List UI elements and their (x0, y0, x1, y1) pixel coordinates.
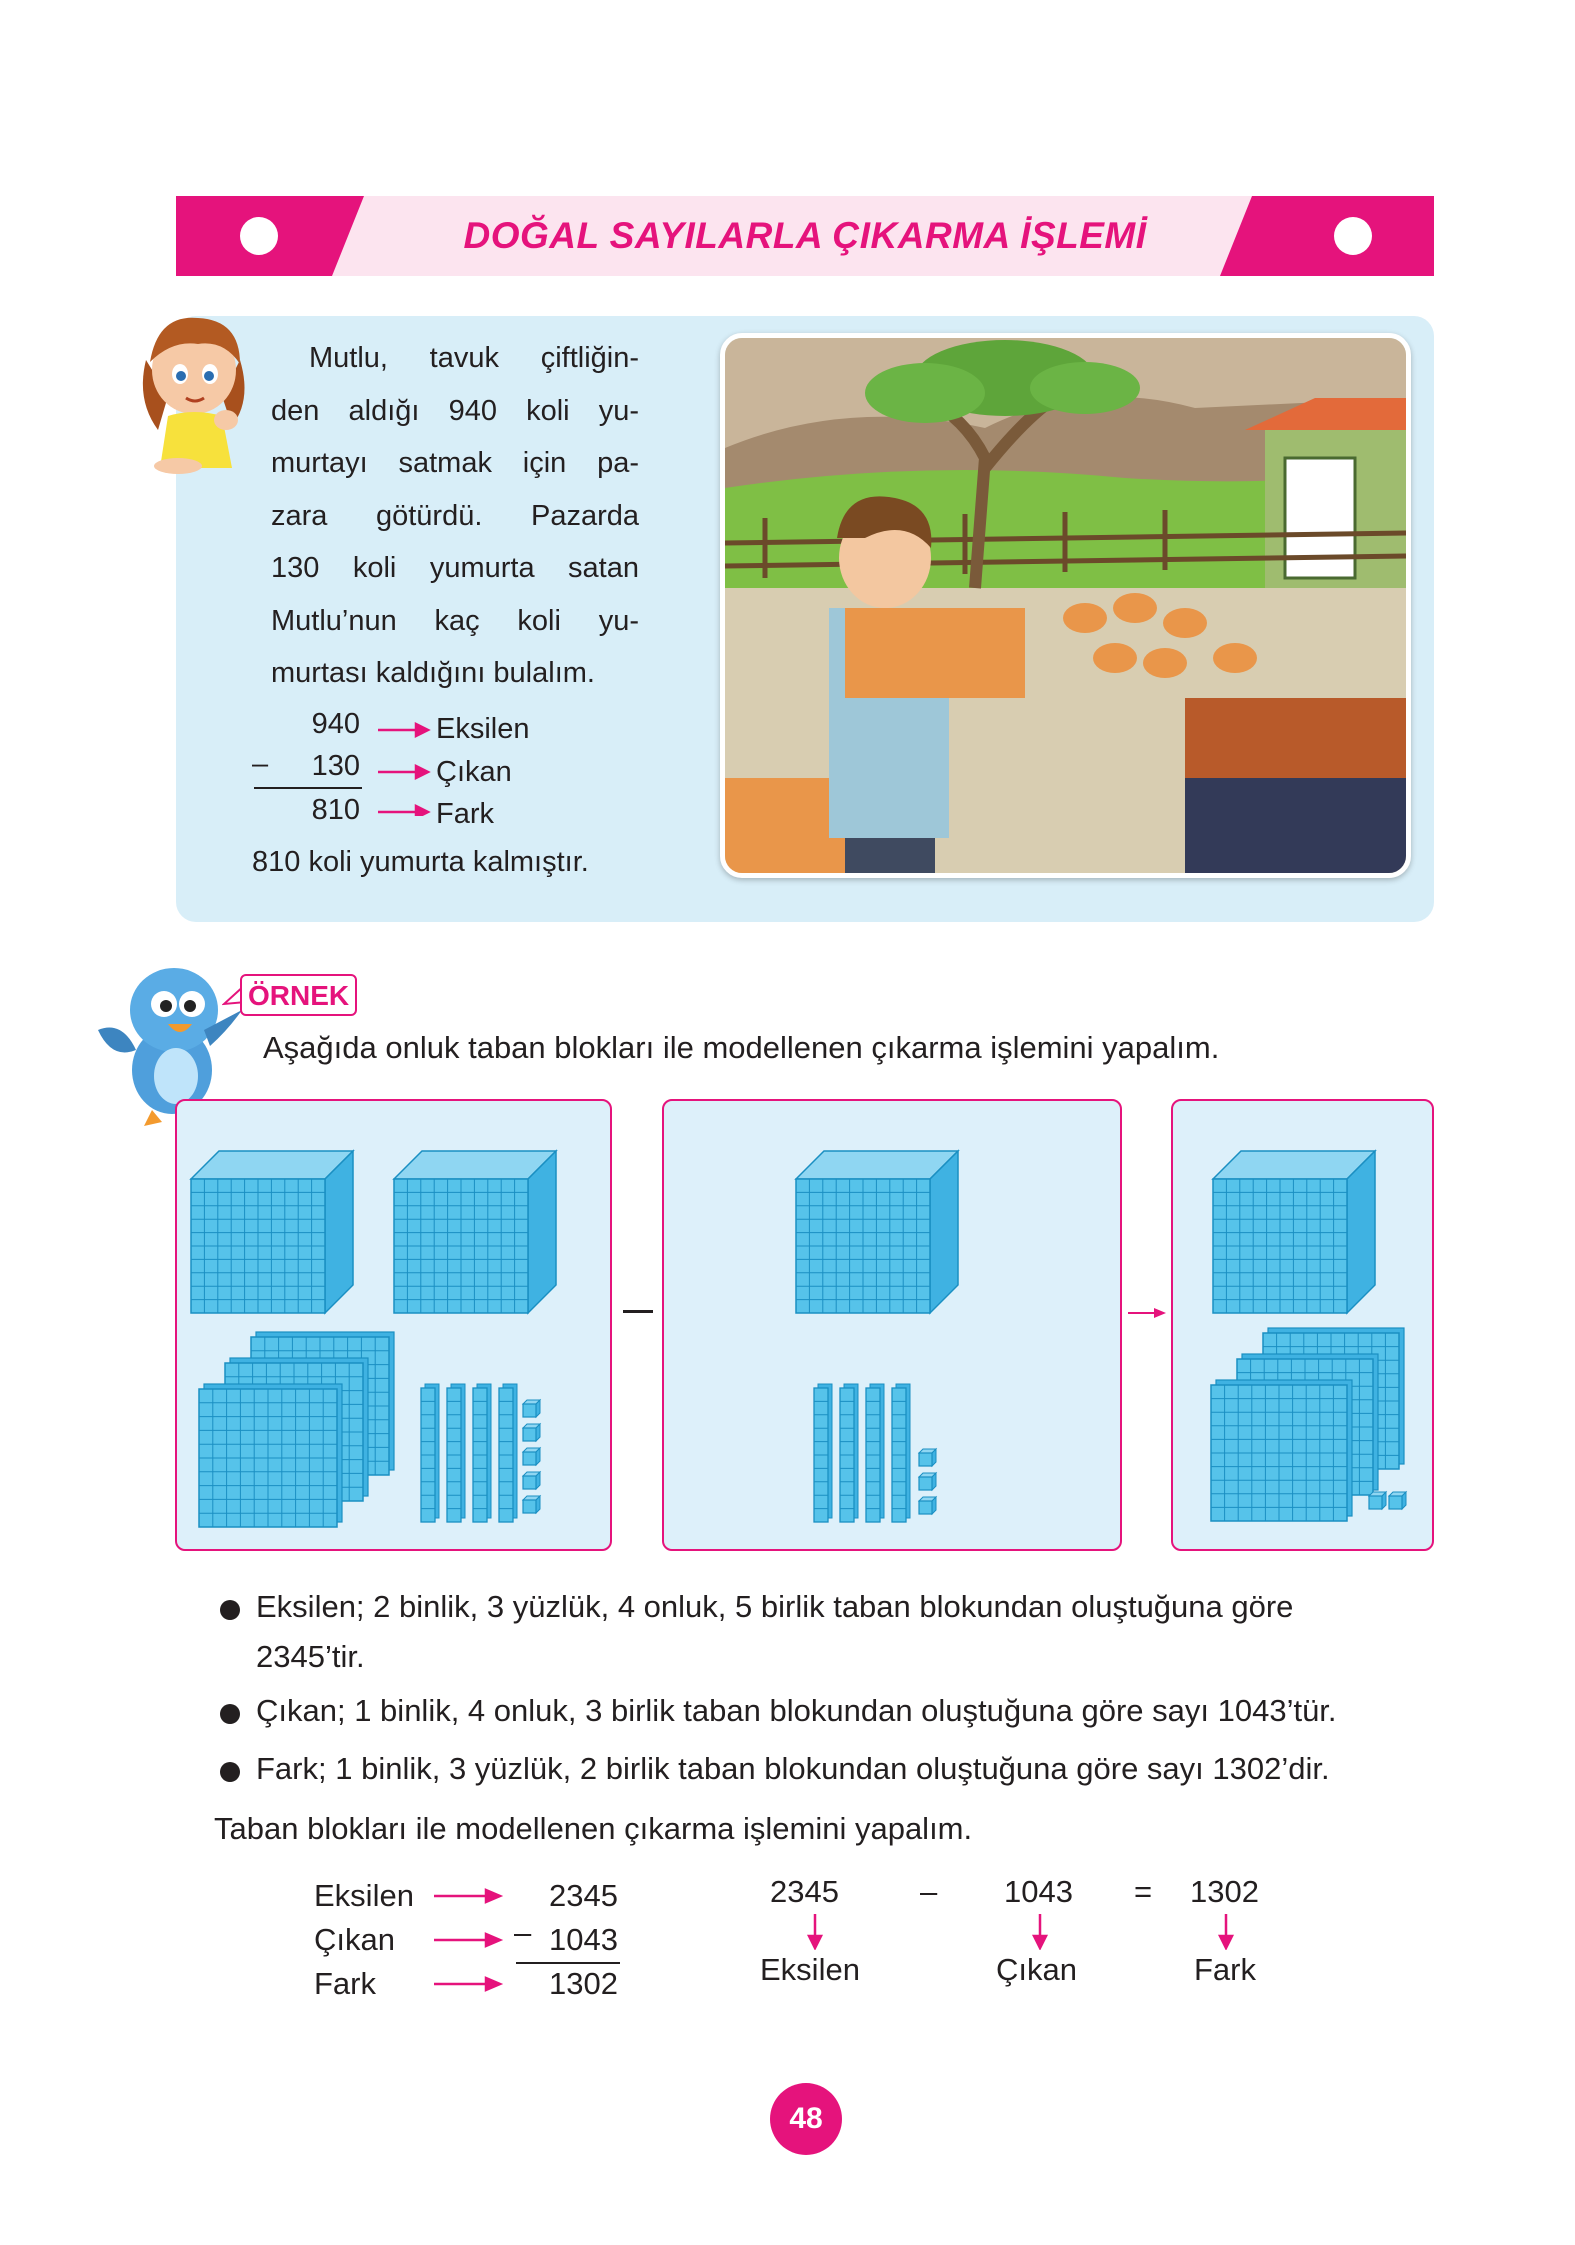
vertical-label-minuend: Eksilen (314, 1878, 414, 1913)
thousand-block (796, 1151, 958, 1313)
bullet-line: Eksilen; 2 binlik, 3 yüzlük, 4 onluk, 5 birlik taban blokundan oluştuğuna göre (256, 1589, 1294, 1624)
difference-blocks-panel (1171, 1099, 1434, 1551)
farm-scene-illustration (720, 333, 1411, 878)
one-unit (523, 1424, 540, 1441)
one-unit (523, 1496, 540, 1513)
vertical-arrows (432, 1882, 504, 2002)
thousand-block (191, 1151, 353, 1313)
difference-blocks (1173, 1101, 1432, 1549)
bullet-minuend-text (256, 1582, 1293, 1682)
hundred-flat (199, 1384, 342, 1527)
vertical-minuend: 2345 (549, 1878, 618, 1913)
minuend-value: 940 (311, 708, 360, 740)
story-labels (436, 708, 530, 836)
ten-rod (866, 1384, 884, 1522)
page-number: 48 (770, 2083, 842, 2155)
ten-rod (892, 1384, 910, 1522)
story-text (271, 332, 639, 700)
panel-result-arrow (1128, 1306, 1168, 1320)
one-unit (919, 1473, 936, 1490)
one-unit (1389, 1492, 1406, 1509)
vertical-minus-sign: – (514, 1915, 532, 1950)
example-intro: Aşağıda onluk taban blokları ile modellenen çıkarma işlemini yapalım. (263, 1030, 1220, 1065)
vertical-labels (314, 1874, 414, 2006)
horizontal-minus: – (920, 1874, 938, 1909)
panel-minus-sign (623, 1310, 653, 1313)
story-line: murtası kaldığını bulalım. (271, 657, 595, 689)
title-banner (176, 196, 1434, 276)
bullet-dot (220, 1600, 240, 1620)
bullet-line: 2345’tir. (256, 1639, 365, 1674)
vertical-label-subtrahend: Çıkan (314, 1922, 395, 1957)
vertical-subtrahend: 1043 (549, 1922, 618, 1957)
one-unit (919, 1449, 936, 1466)
ten-rod (447, 1384, 465, 1522)
minus-sign: – (252, 748, 269, 780)
ten-rod (814, 1384, 832, 1522)
subtrahend-blocks-panel (662, 1099, 1122, 1551)
hundred-flat (1211, 1380, 1352, 1521)
story-line: Mutlu, tavuk çiftliğin- (309, 342, 639, 374)
one-unit (523, 1400, 540, 1417)
story-arrows (376, 716, 432, 816)
page-title: DOĞAL SAYILARLA ÇIKARMA İŞLEMİ (463, 215, 1147, 256)
story-line: murtayı satmak için pa- (271, 447, 639, 479)
story-line: zara götürdü. Pazarda (271, 499, 639, 532)
subtrahend-label: Çıkan (436, 755, 512, 788)
minuend-blocks-panel (175, 1099, 612, 1551)
horizontal-difference: 1302 (1190, 1874, 1259, 1909)
subtrahend-value: 130 (311, 750, 360, 782)
vertical-label-difference: Fark (314, 1966, 376, 2001)
horizontal-label-difference: Fark (1194, 1952, 1256, 1987)
vertical-sum-line (516, 1962, 620, 1964)
minuend-label: Eksilen (436, 713, 530, 745)
closing-text: Taban blokları ile modellenen çıkarma işlemini yapalım. (214, 1811, 973, 1846)
bullet-subtrahend-text: Çıkan; 1 binlik, 4 onluk, 3 birlik taban blokundan oluştuğuna göre sayı 1043’tür. (256, 1693, 1337, 1728)
one-unit (919, 1497, 936, 1514)
one-unit (523, 1472, 540, 1489)
bullet-difference-text: Fark; 1 binlik, 3 yüzlük, 2 birlik taban blokundan oluştuğuna göre sayı 1302’dir. (256, 1751, 1330, 1786)
one-unit (523, 1448, 540, 1465)
one-unit (1369, 1492, 1386, 1509)
ten-rod (473, 1384, 491, 1522)
bullet-dot (220, 1704, 240, 1724)
horizontal-label-minuend: Eksilen (760, 1952, 860, 1987)
story-line: den aldığı 940 koli yu- (271, 394, 639, 427)
horizontal-minuend: 2345 (770, 1874, 839, 1909)
ten-rod (421, 1384, 439, 1522)
ten-rod (499, 1384, 517, 1522)
minuend-blocks (177, 1101, 610, 1549)
story-line: Mutlu’nun kaç koli yu- (271, 604, 639, 637)
difference-value: 810 (311, 794, 360, 826)
horizontal-label-subtrahend: Çıkan (996, 1952, 1077, 1987)
vertical-difference: 1302 (549, 1966, 618, 2001)
story-line: 130 koli yumurta satan (271, 552, 639, 584)
thousand-block (394, 1151, 556, 1313)
ten-rod (840, 1384, 858, 1522)
bullet-dot (220, 1762, 240, 1782)
horizontal-equals: = (1134, 1874, 1153, 1909)
thousand-block (1213, 1151, 1375, 1313)
horizontal-subtrahend: 1043 (1004, 1874, 1073, 1909)
difference-label: Fark (436, 798, 494, 830)
story-conclusion: 810 koli yumurta kalmıştır. (252, 846, 589, 878)
example-badge: ÖRNEK (240, 974, 357, 1016)
horizontal-down-arrows (800, 1912, 1250, 1950)
subtrahend-blocks (664, 1101, 1120, 1549)
sum-line (254, 787, 362, 789)
girl-character-illustration (128, 300, 260, 476)
